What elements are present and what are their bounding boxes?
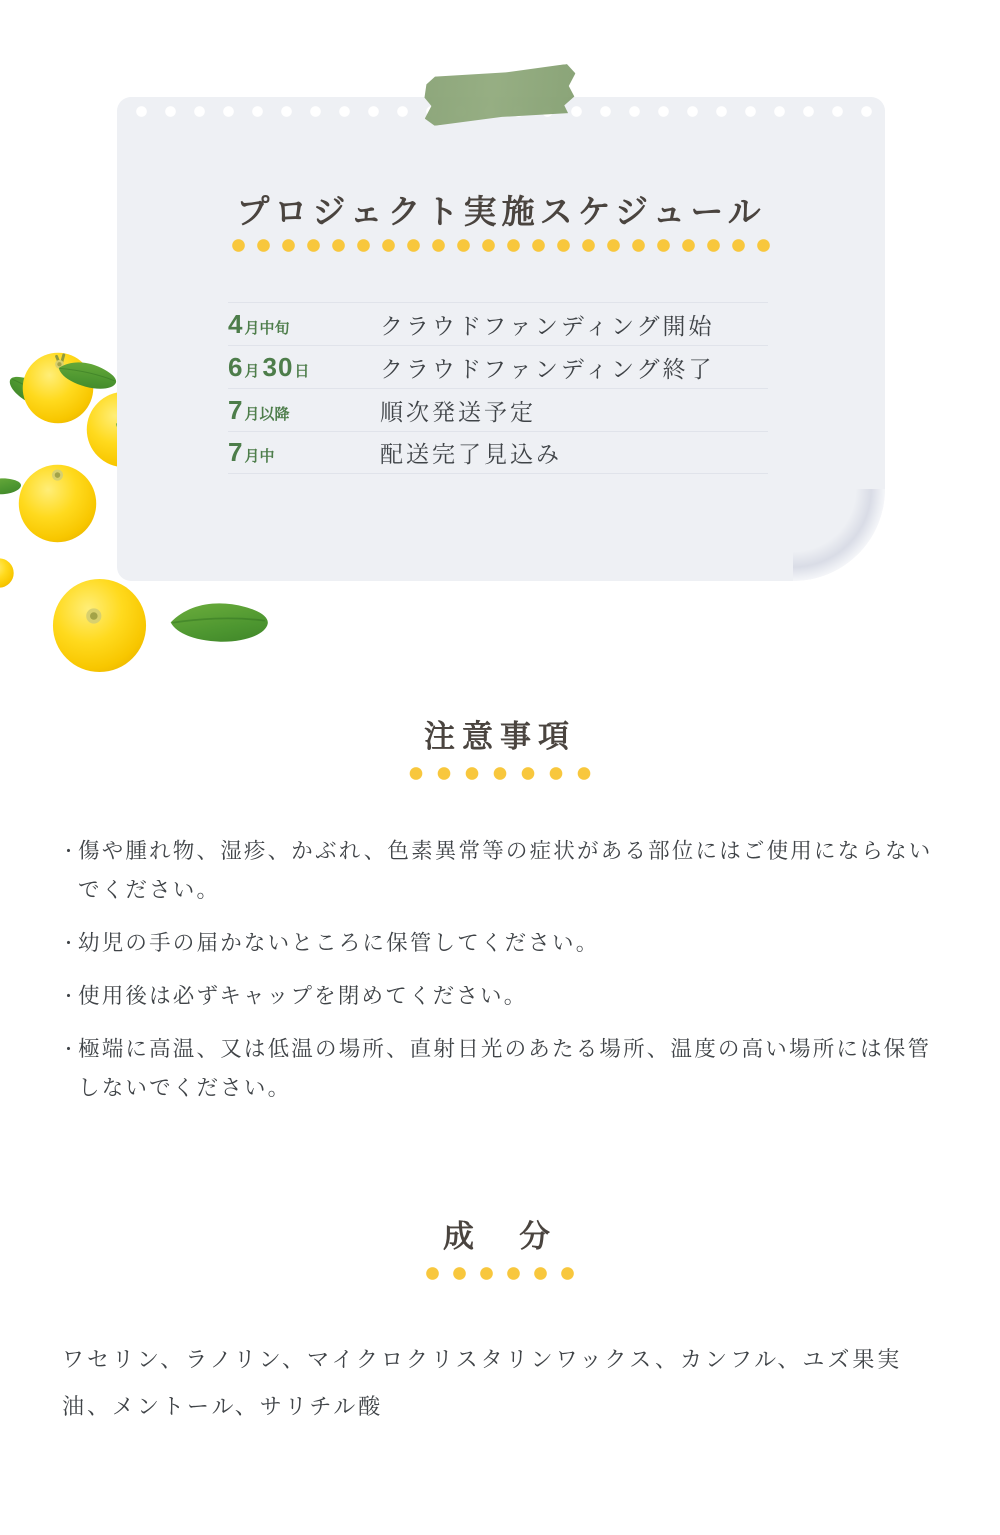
ingredients-text: ワセリン、ラノリン、マイクロクリスタリンワックス、カンフル、ユズ果実油、メントール、サリチル酸 xyxy=(62,1347,903,1419)
schedule-row xyxy=(228,302,768,345)
bullet-marker: ・ xyxy=(60,934,77,953)
date-number: 4 xyxy=(228,308,244,339)
schedule-row xyxy=(228,388,768,431)
schedule-row xyxy=(228,431,768,474)
schedule-date xyxy=(228,437,380,468)
yuzu-fruit-icon xyxy=(0,558,14,588)
precaution-text: 幼児の手の届かないところに保管してください。 xyxy=(78,931,600,955)
yuzu-leaf-icon xyxy=(0,364,68,424)
precautions-section xyxy=(0,716,1000,1122)
schedule-event-label: 順次発送予定 xyxy=(380,398,536,425)
precaution-text: 傷や腫れ物、湿疹、かぶれ、色素異常等の症状がある部位にはご使用にならないでください。 xyxy=(78,839,933,902)
bullet-marker: ・ xyxy=(60,1040,77,1059)
schedule-date xyxy=(228,395,380,426)
schedule-title: プロジェクト実施スケジュール xyxy=(236,193,766,230)
list-item xyxy=(60,1030,944,1108)
yuzu-leaf-icon xyxy=(49,343,124,410)
date-number: 6 xyxy=(228,351,244,382)
yuzu-fruit-icon xyxy=(52,578,147,673)
date-unit: 月以降 xyxy=(244,405,290,423)
date-number: 7 xyxy=(228,394,244,425)
ingredients-title: 成 分 xyxy=(443,1219,557,1254)
list-item xyxy=(60,924,944,963)
schedule-date xyxy=(228,309,380,340)
list-item xyxy=(60,977,944,1016)
date-number: 7 xyxy=(228,437,244,467)
schedule-row xyxy=(228,345,768,388)
precaution-text: 極端に高温、又は低温の場所、直射日光のあたる場所、温度の高い場所には保管しないでください。 xyxy=(78,1037,932,1100)
yuzu-fruit-icon xyxy=(22,352,94,424)
schedule-table xyxy=(228,302,768,474)
bullet-marker: ・ xyxy=(60,987,77,1006)
yuzu-leaf-icon xyxy=(164,588,275,660)
schedule-card xyxy=(117,97,885,581)
schedule-event-label: クラウドファンディング終了 xyxy=(380,355,715,382)
date-unit: 日 xyxy=(294,362,310,380)
precautions-title: 注意事項 xyxy=(424,719,576,754)
schedule-date xyxy=(228,352,380,383)
precaution-text: 使用後は必ずキャップを閉めてください。 xyxy=(78,984,528,1008)
date-unit: 月中 xyxy=(244,448,275,465)
ingredients-dotted-underline xyxy=(419,1267,581,1280)
schedule-event-label: 配送完了見込み xyxy=(380,441,562,467)
date-number: 30 xyxy=(262,351,294,382)
list-item xyxy=(60,832,944,910)
date-unit: 月 xyxy=(244,362,260,380)
title-dotted-underline xyxy=(226,239,776,252)
ingredients-section xyxy=(0,1216,1000,1430)
yuzu-fruit-icon xyxy=(18,464,97,543)
precautions-list xyxy=(0,832,1000,1108)
bullet-marker: ・ xyxy=(60,842,77,861)
schedule-event-label: クラウドファンディング開始 xyxy=(380,312,715,339)
yuzu-leaf-icon xyxy=(0,471,24,503)
precautions-dotted-underline xyxy=(402,767,598,780)
date-unit: 月中旬 xyxy=(244,319,290,337)
